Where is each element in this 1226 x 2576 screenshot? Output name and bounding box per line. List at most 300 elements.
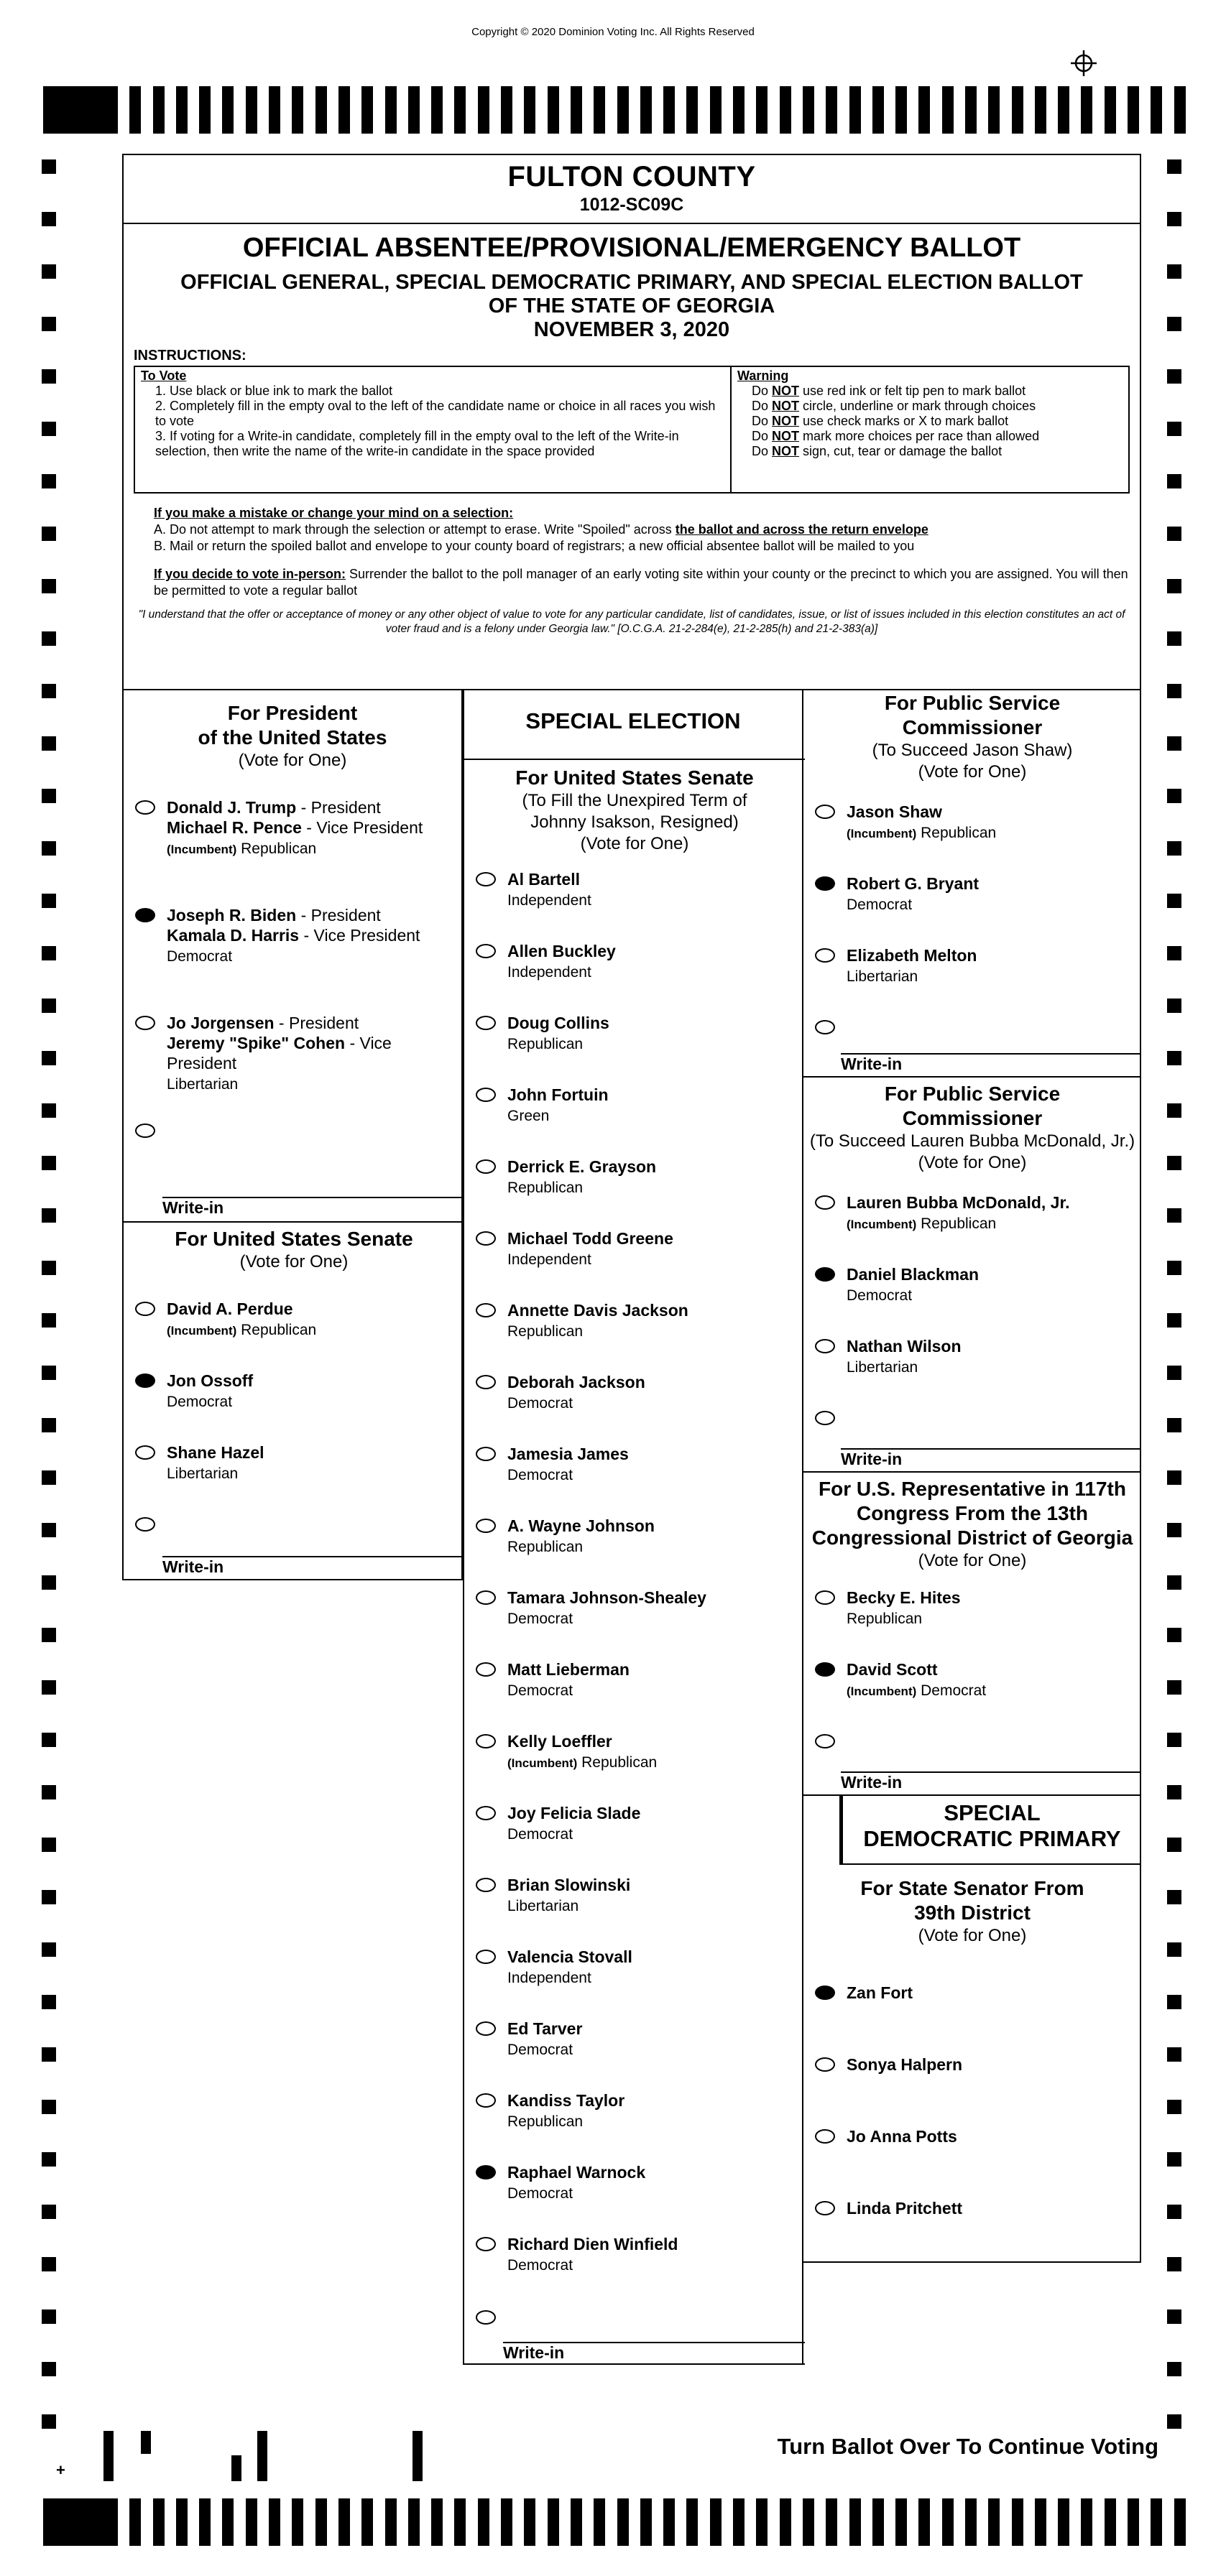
timing-bar [548,86,559,134]
timing-bar [246,2498,257,2546]
ballot-oval[interactable] [476,1016,496,1030]
timing-bar [988,86,1000,134]
timing-bar [385,2498,397,2546]
side-timing-mark [1167,1838,1181,1852]
side-timing-mark [42,1680,56,1695]
ballot-oval[interactable] [815,2129,835,2144]
side-timing-mark [42,474,56,488]
timing-bar [918,86,930,134]
side-timing-mark [42,2152,56,2167]
warning-title: Warning [737,369,789,383]
ballot-oval[interactable] [135,1016,155,1030]
timing-bar [872,86,884,134]
side-timing-mark [1167,1261,1181,1275]
side-timing-mark [42,579,56,593]
continue-voting-instruction: Turn Ballot Over To Continue Voting [777,2434,1158,2459]
side-timing-mark [1167,2205,1181,2219]
candidate-hazel[interactable]: Shane Hazel Libertarian [135,1442,264,1484]
timing-bar [408,2498,420,2546]
side-timing-mark [1167,2309,1181,2324]
timing-bar [895,2498,907,2546]
timing-bar [571,2498,582,2546]
timing-bar [1151,86,1162,134]
ballot-oval[interactable] [815,1020,835,1034]
timing-bar [872,2498,884,2546]
to-vote-instructions [135,367,732,492]
timing-bar [1012,2498,1023,2546]
ballot-oval-filled[interactable] [815,876,835,891]
ballot-oval[interactable] [476,1088,496,1102]
timing-bar [361,2498,373,2546]
timing-bar [803,86,814,134]
write-in-label: Write-in [841,1450,903,1468]
side-timing-mark [1167,841,1181,856]
timing-bar [1058,86,1069,134]
timing-bar [617,86,629,134]
side-timing-mark [42,684,56,698]
election-date: NOVEMBER 3, 2020 [533,318,730,341]
timing-bar [1105,2498,1116,2546]
timing-bar [153,86,165,134]
timing-bar [246,86,257,134]
candidate-tamara-johnson-shealey[interactable]: Tamara Johnson-Shealey Democrat [476,1588,706,1629]
timing-bar [710,86,722,134]
timing-bar [1081,2498,1092,2546]
candidate-trump-pence[interactable]: Donald J. Trump - President Michael R. Pence - Vice President (Incumbent) Republican [135,797,423,860]
timing-bar [756,86,768,134]
ballot-oval[interactable] [476,2310,496,2325]
write-in-label: Write-in [841,1773,903,1792]
contest-title: Commissioner [902,716,1043,738]
column-1 [122,690,463,1580]
timing-bar [571,86,582,134]
side-timing-mark [42,1103,56,1118]
right-side-marks [1167,0,1181,2442]
ballot-oval[interactable] [135,1445,155,1460]
side-timing-mark [42,1470,56,1485]
timing-bar [385,86,397,134]
candidate-deborah-jackson[interactable]: Deborah Jackson Democrat [476,1372,645,1414]
ballot-oval[interactable] [815,1195,835,1210]
timing-bar [292,2498,303,2546]
special-election-header: SPECIAL ELECTION [525,708,741,733]
timing-bar [826,86,837,134]
vote-for-instruction: (Vote for One) [918,762,1027,782]
side-timing-mark [42,1261,56,1275]
ballot-oval[interactable] [476,872,496,886]
side-timing-mark [1167,1785,1181,1799]
column-3 [803,690,1141,2263]
side-timing-mark [1167,1523,1181,1537]
timing-bar [918,2498,930,2546]
timing-bar [895,86,907,134]
side-timing-mark [1167,1103,1181,1118]
timing-bar [826,2498,837,2546]
timing-bar [315,2498,327,2546]
mistake-step-a: A. Do not attempt to mark through the selection or attempt to erase. Write "Spoiled" across the ballot and across the return envelope [154,522,928,537]
to-vote-step: 2. Completely fill in the empty oval to the left of the candidate name or choice in all races you wish to vote [155,399,716,428]
instructions-box [134,366,1130,494]
timing-bar [548,2498,559,2546]
ballot-header [122,154,1141,690]
timing-bar [176,2498,188,2546]
candidate-raphael-warnock[interactable]: Raphael Warnock Democrat [476,2162,645,2204]
side-timing-mark [1167,1628,1181,1642]
candidate-matt-lieberman[interactable]: Matt Lieberman Democrat [476,1659,630,1701]
ballot-oval[interactable] [476,1590,496,1605]
side-timing-mark [42,1366,56,1380]
side-timing-mark [42,1418,56,1432]
timing-bar [710,2498,722,2546]
side-timing-mark [1167,1366,1181,1380]
timing-bar [454,2498,466,2546]
timing-bar [686,86,698,134]
warning-item: Do NOT use check marks or X to mark ballot [752,414,1009,428]
candidate-blackman[interactable]: Daniel Blackman Democrat [815,1264,979,1306]
side-timing-mark [1167,1890,1181,1904]
candidate-perdue[interactable]: David A. Perdue (Incumbent) Republican [135,1299,316,1341]
ballot-oval[interactable] [815,1734,835,1748]
side-timing-mark [1167,474,1181,488]
write-in-label: Write-in [162,1557,224,1576]
ballot-oval[interactable] [815,948,835,963]
side-timing-mark [42,1575,56,1590]
side-timing-mark [1167,2100,1181,2114]
side-timing-mark [42,1208,56,1223]
side-timing-mark [42,1838,56,1852]
candidate-mcdonald[interactable]: Lauren Bubba McDonald, Jr. (Incumbent) Republican [815,1192,1070,1235]
side-timing-mark [42,1628,56,1642]
side-timing-mark [42,1995,56,2009]
timing-bar [501,2498,512,2546]
candidate-hites[interactable]: Becky E. Hites Republican [815,1588,961,1629]
ballot-oval[interactable] [476,944,496,958]
contest-title: of the United States [198,726,387,749]
side-timing-mark [1167,1575,1181,1590]
timing-bar [501,86,512,134]
in-person-instructions: If you decide to vote in-person: Surrender the ballot to the poll manager of an early voting site within your county or the precinct to which you are assigned. You will then be permitted to vote a regular ballot [154,567,1128,598]
side-timing-mark [1167,1680,1181,1695]
side-timing-mark [1167,422,1181,436]
vote-for-instruction: (Vote for One) [238,751,347,770]
ballot-oval[interactable] [476,1950,496,1964]
candidate-brian-slowinski[interactable]: Brian Slowinski Libertarian [476,1875,630,1917]
ballot-oval[interactable] [815,1339,835,1353]
timing-bar [686,2498,698,2546]
timing-bar [292,86,303,134]
candidate-halpern[interactable]: Sonya Halpern [815,2054,962,2075]
timing-bar [269,86,280,134]
timing-bar [1174,2498,1186,2546]
ballot-oval-filled[interactable] [476,2165,496,2179]
warning-item: Do NOT sign, cut, tear or damage the ballot [752,444,1003,458]
ballot-oval[interactable] [476,2093,496,2108]
ballot-oval[interactable] [476,1806,496,1820]
timing-bar [942,2498,954,2546]
warning-instructions [732,367,1128,492]
timing-bar [1058,2498,1069,2546]
side-timing-mark [42,894,56,908]
to-vote-step: 3. If voting for a Write-in candidate, completely fill in the empty oval to the left of the Write-in selection, then write the name of the write-in candidate in the space provided [155,429,679,458]
side-timing-mark [42,946,56,960]
side-timing-mark [1167,1313,1181,1328]
scan-mark [231,2455,241,2481]
timing-bar [1128,86,1139,134]
timing-bar [478,86,489,134]
candidate-wilson[interactable]: Nathan Wilson Libertarian [815,1336,962,1378]
column-2 [463,690,803,2365]
ballot-oval[interactable] [476,1447,496,1461]
write-in-label: Write-in [503,2343,565,2362]
timing-bar [524,86,535,134]
side-timing-mark [1167,736,1181,751]
ballot-oval[interactable] [135,1517,155,1532]
timing-bar [1151,2498,1162,2546]
candidate-fort[interactable]: Zan Fort [815,1983,913,2003]
ballot-oval[interactable] [476,1375,496,1389]
ballot-oval[interactable] [815,805,835,819]
candidate-pritchett[interactable]: Linda Pritchett [815,2198,962,2218]
dem-primary-header: SPECIAL DEMOCRATIC PRIMARY [839,1796,1141,1865]
timing-bar [1035,2498,1046,2546]
candidate-al-bartell[interactable]: Al Bartell Independent [476,869,591,911]
ballot-oval[interactable] [476,2237,496,2251]
ballot-oval[interactable] [815,2057,835,2072]
vote-for-instruction: (Vote for One) [239,1252,349,1271]
timing-bar [408,86,420,134]
side-timing-mark [1167,579,1181,593]
timing-bar [849,86,861,134]
timing-bar [222,2498,234,2546]
timing-bar [640,86,652,134]
side-timing-mark [42,631,56,646]
vote-for-instruction: (Vote for One) [580,834,689,853]
contest-title: For U.S. Representative in 117th [819,1478,1126,1500]
contest-title: Congressional District of Georgia [811,1526,1133,1549]
side-timing-mark [1167,789,1181,803]
scan-mark [412,2431,423,2481]
timing-bar [478,2498,489,2546]
timing-bar [1105,86,1116,134]
timing-bar [222,86,234,134]
candidate-annette-davis-jackson[interactable]: Annette Davis Jackson Republican [476,1300,688,1342]
candidate-a-wayne-johnson[interactable]: A. Wayne Johnson Republican [476,1516,655,1557]
side-timing-mark [42,1733,56,1747]
side-timing-mark [42,2309,56,2324]
side-timing-mark [42,369,56,384]
ballot-oval-filled[interactable] [135,1373,155,1388]
side-timing-mark [42,1156,56,1170]
side-timing-mark [1167,946,1181,960]
ballot-oval-filled[interactable] [815,1267,835,1282]
ballot-oval[interactable] [476,1303,496,1317]
candidate-bryant[interactable]: Robert G. Bryant Democrat [815,874,979,915]
mistake-instructions [154,505,1140,555]
contest-title: For Public Service [884,692,1061,714]
candidate-richard-dien-winfield[interactable]: Richard Dien Winfield Democrat [476,2234,678,2276]
side-timing-mark [1167,317,1181,331]
ballot-oval[interactable] [135,800,155,815]
timing-bar [594,2498,605,2546]
timing-bar [640,2498,652,2546]
candidate-jamesia-james[interactable]: Jamesia James Democrat [476,1444,629,1486]
timing-bar [942,86,954,134]
county-name: FULTON COUNTY [507,161,756,193]
timing-bar [338,86,350,134]
timing-bar [153,2498,165,2546]
side-timing-mark [42,2100,56,2114]
side-timing-mark [1167,894,1181,908]
candidate-allen-buckley[interactable]: Allen Buckley Independent [476,941,616,983]
candidate-biden-harris[interactable]: Joseph R. Biden - President Kamala D. Harris - Vice President Democrat [135,905,420,967]
timing-bar [849,2498,861,2546]
ballot-oval[interactable] [476,1159,496,1174]
candidate-joy-felicia-slade[interactable]: Joy Felicia Slade Democrat [476,1803,640,1845]
contest-title: For State Senator From [860,1877,1084,1899]
write-in-label: Write-in [841,1055,903,1073]
timing-bar [733,86,745,134]
mistake-step-b: B. Mail or return the spoiled ballot and envelope to your county board of registrars; a new official absentee ballot will be mailed to you [154,539,915,553]
ballot-oval[interactable] [476,1662,496,1677]
scan-mark [141,2431,151,2454]
election-title-line2: OF THE STATE OF GEORGIA [488,295,775,318]
candidate-doug-collins[interactable]: Doug Collins Republican [476,1013,609,1055]
ballot-oval-filled[interactable] [815,1986,835,2000]
candidate-john-fortuin[interactable]: John Fortuin Green [476,1085,609,1126]
timing-bar [431,86,443,134]
side-timing-mark [42,527,56,541]
contest-title: Congress From the 13th [856,1502,1089,1524]
timing-bar [663,86,675,134]
timing-bar [965,86,977,134]
candidate-derrick-e-grayson[interactable]: Derrick E. Grayson Republican [476,1157,656,1198]
side-timing-mark [42,2362,56,2376]
timing-bar [780,2498,791,2546]
side-timing-mark [1167,159,1181,174]
vote-for-instruction: (Vote for One) [918,1551,1027,1570]
candidate-ed-tarver[interactable]: Ed Tarver Democrat [476,2019,582,2060]
ballot-oval[interactable] [815,2201,835,2215]
side-timing-mark [42,999,56,1013]
timing-bar [176,86,188,134]
side-timing-mark [1167,1418,1181,1432]
side-timing-mark [42,1942,56,1957]
side-timing-mark [42,317,56,331]
ballot-oval[interactable] [476,1231,496,1246]
warning-item: Do NOT mark more choices per race than allowed [752,429,1040,443]
side-timing-mark [1167,369,1181,384]
scan-mark [103,2431,114,2481]
warning-item: Do NOT circle, underline or mark through choices [752,399,1036,413]
instructions-label: INSTRUCTIONS: [134,348,246,363]
timing-bar [803,2498,814,2546]
warning-item: Do NOT use red ink or felt tip pen to mark ballot [752,384,1026,398]
timing-bar [431,2498,443,2546]
side-timing-mark [42,422,56,436]
side-timing-mark [42,2205,56,2219]
timing-bar [199,86,211,134]
side-timing-mark [42,2257,56,2271]
candidate-ossoff[interactable]: Jon Ossoff Democrat [135,1371,253,1412]
side-timing-mark [1167,2152,1181,2167]
timing-bar [1081,86,1092,134]
ballot-oval[interactable] [476,1734,496,1748]
ballot-type-title: OFFICIAL ABSENTEE/PROVISIONAL/EMERGENCY BALLOT [242,233,1021,263]
side-timing-mark [42,264,56,279]
candidate-kandiss-taylor[interactable]: Kandiss Taylor Republican [476,2090,624,2132]
mistake-title: If you make a mistake or change your mind on a selection: [154,506,514,520]
timing-bar [338,2498,350,2546]
contest-subtitle: Johnny Isakson, Resigned) [530,812,739,832]
side-timing-mark [1167,2414,1181,2429]
candidate-scott[interactable]: David Scott (Incumbent) Democrat [815,1659,986,1702]
ballot-oval[interactable] [476,2021,496,2036]
candidate-potts[interactable]: Jo Anna Potts [815,2126,957,2146]
side-timing-mark [1167,1942,1181,1957]
timing-bar [965,2498,977,2546]
contest-title: For President [227,702,358,724]
contest-title: For United States Senate [515,766,754,789]
side-timing-mark [1167,1208,1181,1223]
write-in-label: Write-in [162,1198,224,1217]
timing-bar [1012,86,1023,134]
side-timing-mark [42,2414,56,2429]
timing-bar [199,2498,211,2546]
ballot-oval[interactable] [135,1302,155,1316]
side-timing-mark [1167,631,1181,646]
side-timing-mark [42,1890,56,1904]
ballot-oval-filled[interactable] [135,908,155,922]
candidate-jorgensen-cohen[interactable]: Jo Jorgensen - President Jeremy "Spike" Cohen - Vice President Libertarian [135,1013,461,1095]
timing-bar [663,2498,675,2546]
to-vote-title: To Vote [141,369,187,383]
candidate-melton[interactable]: Elizabeth Melton Libertarian [815,945,977,987]
top-timing-marks [43,86,1186,134]
contest-subtitle: (To Fill the Unexpired Term of [522,791,747,810]
left-side-marks [42,0,56,2442]
timing-bar [756,2498,768,2546]
ballot-oval[interactable] [815,1411,835,1425]
side-timing-mark [1167,1156,1181,1170]
side-timing-mark [42,1051,56,1065]
timing-bar [780,86,791,134]
timing-bar [524,2498,535,2546]
ballot-oval[interactable] [135,1123,155,1138]
contest-subtitle: (To Succeed Lauren Bubba McDonald, Jr.) [809,1131,1135,1151]
timing-bar [454,86,466,134]
timing-bar [988,2498,1000,2546]
side-timing-mark [1167,212,1181,226]
timing-bar [594,86,605,134]
vote-for-instruction: (Vote for One) [918,1926,1027,1945]
candidate-shaw[interactable]: Jason Shaw (Incumbent) Republican [815,802,996,844]
candidate-valencia-stovall[interactable]: Valencia Stovall Independent [476,1947,632,1988]
side-timing-mark [42,736,56,751]
timing-bar [129,2498,141,2546]
ballot-code: 1012-SC09C [579,195,684,215]
candidate-michael-todd-greene[interactable]: Michael Todd Greene Independent [476,1228,673,1270]
ballot-oval[interactable] [476,1519,496,1533]
scan-mark [257,2431,267,2481]
ballot-oval[interactable] [815,1590,835,1605]
side-timing-mark [42,159,56,174]
contest-title: Commissioner [902,1107,1043,1129]
side-timing-mark [1167,2047,1181,2062]
ballot-oval-filled[interactable] [815,1662,835,1677]
ballot-oval[interactable] [476,1878,496,1892]
contest-title: For United States Senate [175,1228,413,1250]
candidate-kelly-loeffler[interactable]: Kelly Loeffler (Incumbent) Republican [476,1731,657,1774]
